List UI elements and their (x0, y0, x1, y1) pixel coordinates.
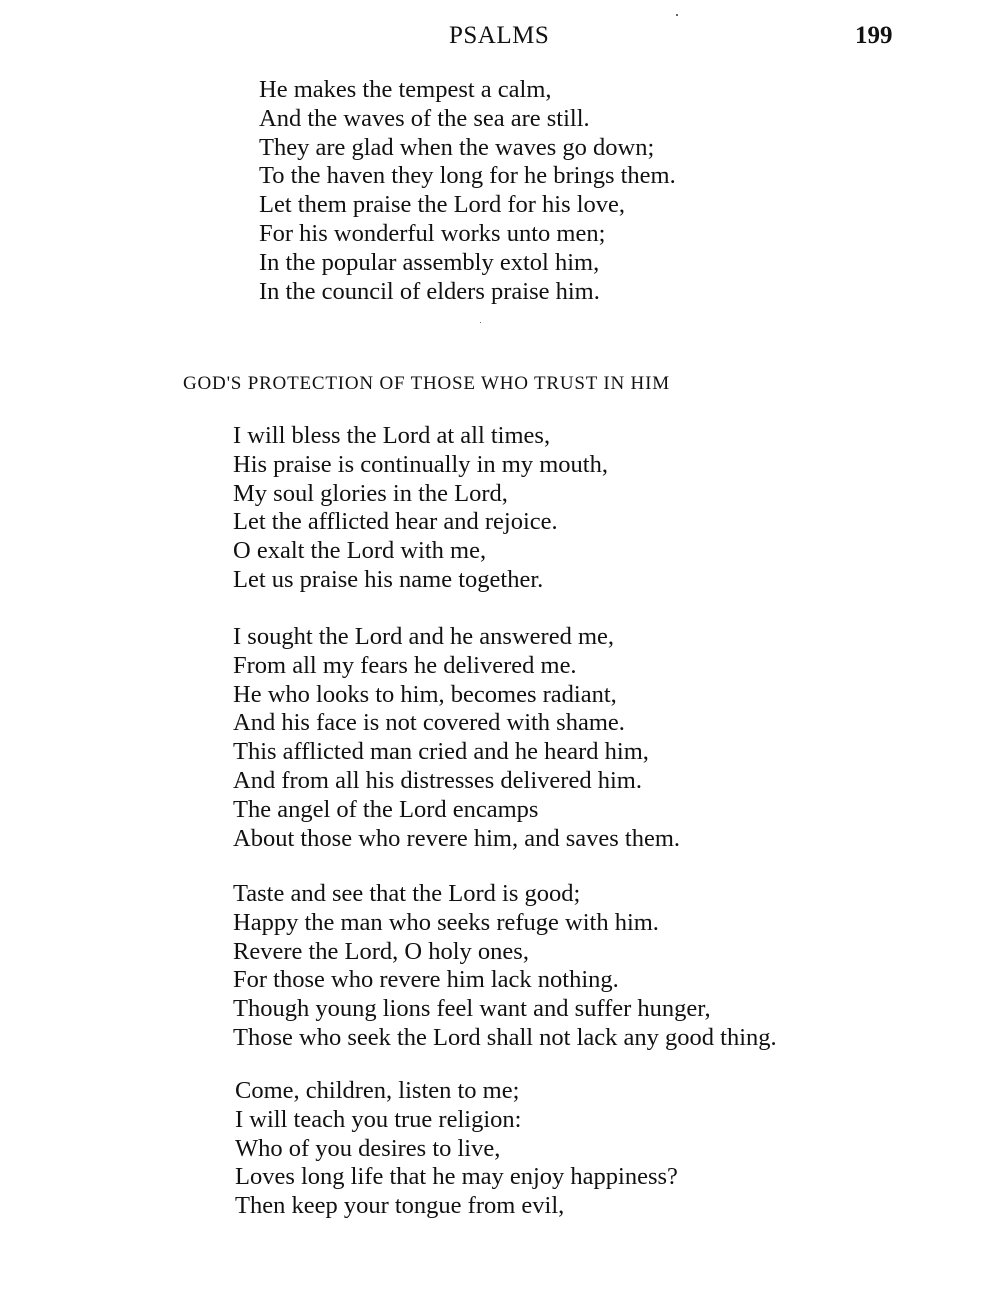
verse-line: They are glad when the waves go down; (259, 133, 655, 161)
verse-line: My soul glories in the Lord, (233, 479, 508, 507)
verse-line: About those who revere him, and saves them. (233, 824, 681, 852)
verse-line: In the council of elders praise him. (259, 277, 600, 305)
verse-line: To the haven they long for he brings them. (259, 162, 676, 190)
verse-line: Though young lions feel want and suffer hunger, (233, 995, 711, 1023)
verse-line: Let them praise the Lord for his love, (259, 191, 626, 219)
verse-line: This afflicted man cried and he heard him, (233, 738, 649, 766)
print-speck (676, 14, 678, 16)
stanza-4 (235, 1077, 678, 1221)
stanza-1 (233, 422, 608, 595)
verse-line: And his face is not covered with shame. (233, 709, 625, 737)
verse-line: Those who seek the Lord shall not lack any good thing. (233, 1023, 777, 1051)
verse-line: I sought the Lord and he answered me, (233, 623, 614, 650)
verse-line: I will teach you true religion: (235, 1105, 522, 1133)
stanza-3 (233, 880, 777, 1053)
running-head (0, 22, 1000, 56)
verse-line: For his wonderful works unto men; (259, 219, 606, 247)
verse-line: Happy the man who seeks refuge with him. (233, 908, 659, 936)
verse-line: Taste and see that the Lord is good; (233, 880, 581, 907)
verse-line: Who of you desires to live, (235, 1134, 501, 1162)
verse-line: Let the afflicted hear and rejoice. (233, 508, 558, 536)
top-stanza (259, 76, 676, 306)
section-heading: GOD'S PROTECTION OF THOSE WHO TRUST IN HIM (183, 373, 670, 394)
verse-line: And from all his distresses delivered him. (233, 766, 642, 794)
verse-line: O exalt the Lord with me, (233, 537, 487, 565)
verse-line: He makes the tempest a calm, (259, 76, 552, 103)
verse-line: From all my fears he delivered me. (233, 651, 577, 679)
verse-line: Then keep your tongue from evil, (235, 1192, 565, 1220)
verse-line: In the popular assembly extol him, (259, 248, 600, 276)
verse-line: His praise is continually in my mouth, (233, 450, 608, 478)
verse-line: I will bless the Lord at all times, (233, 422, 551, 449)
verse-line: The angel of the Lord encamps (233, 795, 539, 823)
verse-line: He who looks to him, becomes radiant, (233, 680, 617, 708)
running-title: PSALMS (449, 22, 550, 49)
page-number: 199 (855, 22, 893, 49)
verse-line: Come, children, listen to me; (235, 1077, 520, 1104)
verse-line: For those who revere him lack nothing. (233, 966, 619, 994)
verse-line: Revere the Lord, O holy ones, (233, 937, 529, 965)
print-speck (480, 322, 481, 323)
verse-line: And the waves of the sea are still. (259, 104, 590, 132)
verse-line: Let us praise his name together. (233, 565, 544, 593)
verse-line: Loves long life that he may enjoy happiness? (235, 1163, 678, 1191)
stanza-2 (233, 623, 680, 853)
